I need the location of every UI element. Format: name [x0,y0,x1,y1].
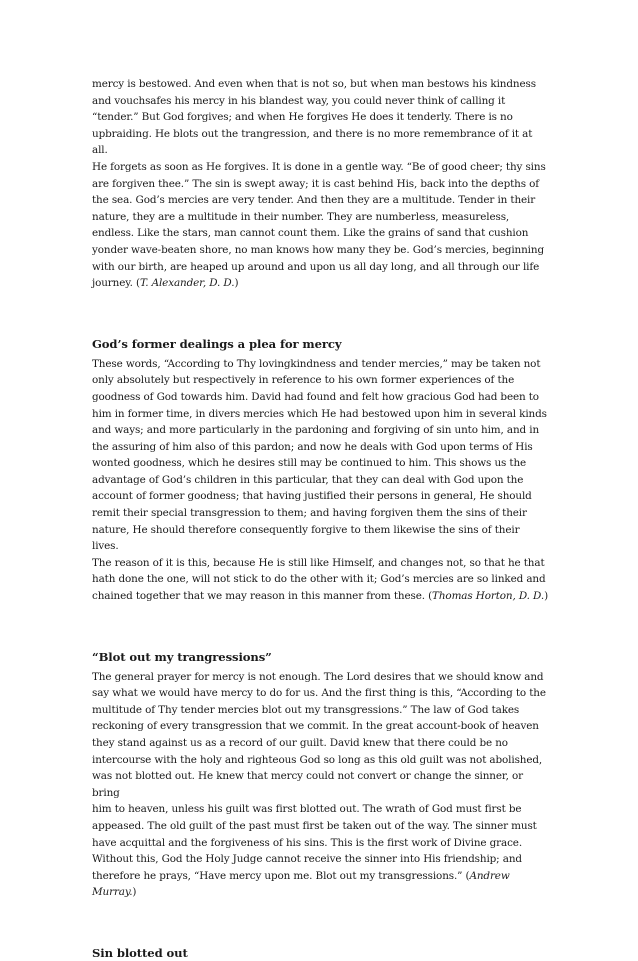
paragraph-former-dealings [92,356,548,605]
citation: T. Alexander, D. D. [139,277,235,290]
document-page [92,76,548,961]
section-heading-blot-out: “Blot out my trangressions” [92,649,272,664]
section-heading-former-dealings: God’s former dealings a plea for mercy [92,336,342,351]
paragraph-text: These words, “According to Thy lovingkindness and tender mercies,” may be taken not only absolutely but respectively in reference to his own former experiences of the goodness of God towards him. David had found and felt how gracious God had been to him in former time, in divers mercies which He had bestowed upon him in several kinds and ways; and more particularly in the pardoning and forgiving of sin unto him, and in the assuring of him also of this pardon; and now he deals with God upon terms of His wonted goodness, which he desires still may be continued to him. This shows us the advantage of God’s children in this particular, that they can deal with God upon the account of former goodness; that having justified their persons in general, He should remit their special transgression to them; and having forgiven them the sins of their nature, He should therefore consequently forgive to them likewise the sins of their lives. The reason of it is this, because He is still like Himself, and changes not, so that he that hath done the one, will not stick to do the other with it; God’s mercies are so linked and chained together that we may reason in this manner from these. ( [92,357,547,603]
paragraph-text: The general prayer for mercy is not enough. The Lord desires that we should know and say what we would have mercy to do for us. And the first thing is this, “According to the multitude of Thy tender mercies blot out my transgressions.” The law of God takes reckoning of every transgression that we commit. In the great account-book of heaven they stand against us as a record of our guilt. David knew that there could be no intercourse with the holy and righteous God so long as this old guilt was not abolished, was not blotted out. He knew that mercy could not convert or change the sinner, or bring him to heaven, unless his guilt was first blotted out. The wrath of God must first be appeased. The old guilt of the past must first be taken out of the way. The sinner must have acquittal and the forgiveness of his sins. This is the first work of Divine grace. Without this, God the Holy Judge cannot receive the sinner into His friendship; and therefore he prays, “Have mercy upon me. Blot out my transgressions.” ( [92,670,546,882]
paragraph-text: mercy is bestowed. And even when that is not so, but when man bestows his kindness and vouchsafes his mercy in his blandest way, you could never think of calling it “tender.” But God forgives; and when He forgives He does it tenderly. There is no upbraiding. He blots out the trangression, and there is no more remembrance of it at all. He forgets as soon as He forgives. It is done in a gentle way. “Be of good cheer; thy sins are forgiven thee.” The sin is swept away; it is cast behind His, back into the depths of the sea. God’s mercies are very tender. And then they are a multitude. Tender in their nature, they are a multitude in their number. They are numberless, measureless, endless. Like the stars, man cannot count them. Like the grains of sand that cushion yonder wave-beaten shore, no man knows how many they be. God’s mercies, beginning with our birth, are heaped up around and upon us all day long, and all through our life journey. ( [92,78,546,290]
section-spacer [92,605,548,649]
paragraph-blot-out [92,669,548,901]
section-spacer [92,292,548,336]
citation-close: ) [544,590,548,603]
paragraph-tender-mercies [92,76,548,292]
section-heading-sin-blotted-out: Sin blotted out [92,945,188,960]
citation: Andrew Murray. [92,869,510,899]
citation-close: ) [132,886,137,899]
citation: Thomas Horton, D. D. [432,590,545,603]
citation-close: ) [234,277,239,290]
section-spacer [92,901,548,945]
